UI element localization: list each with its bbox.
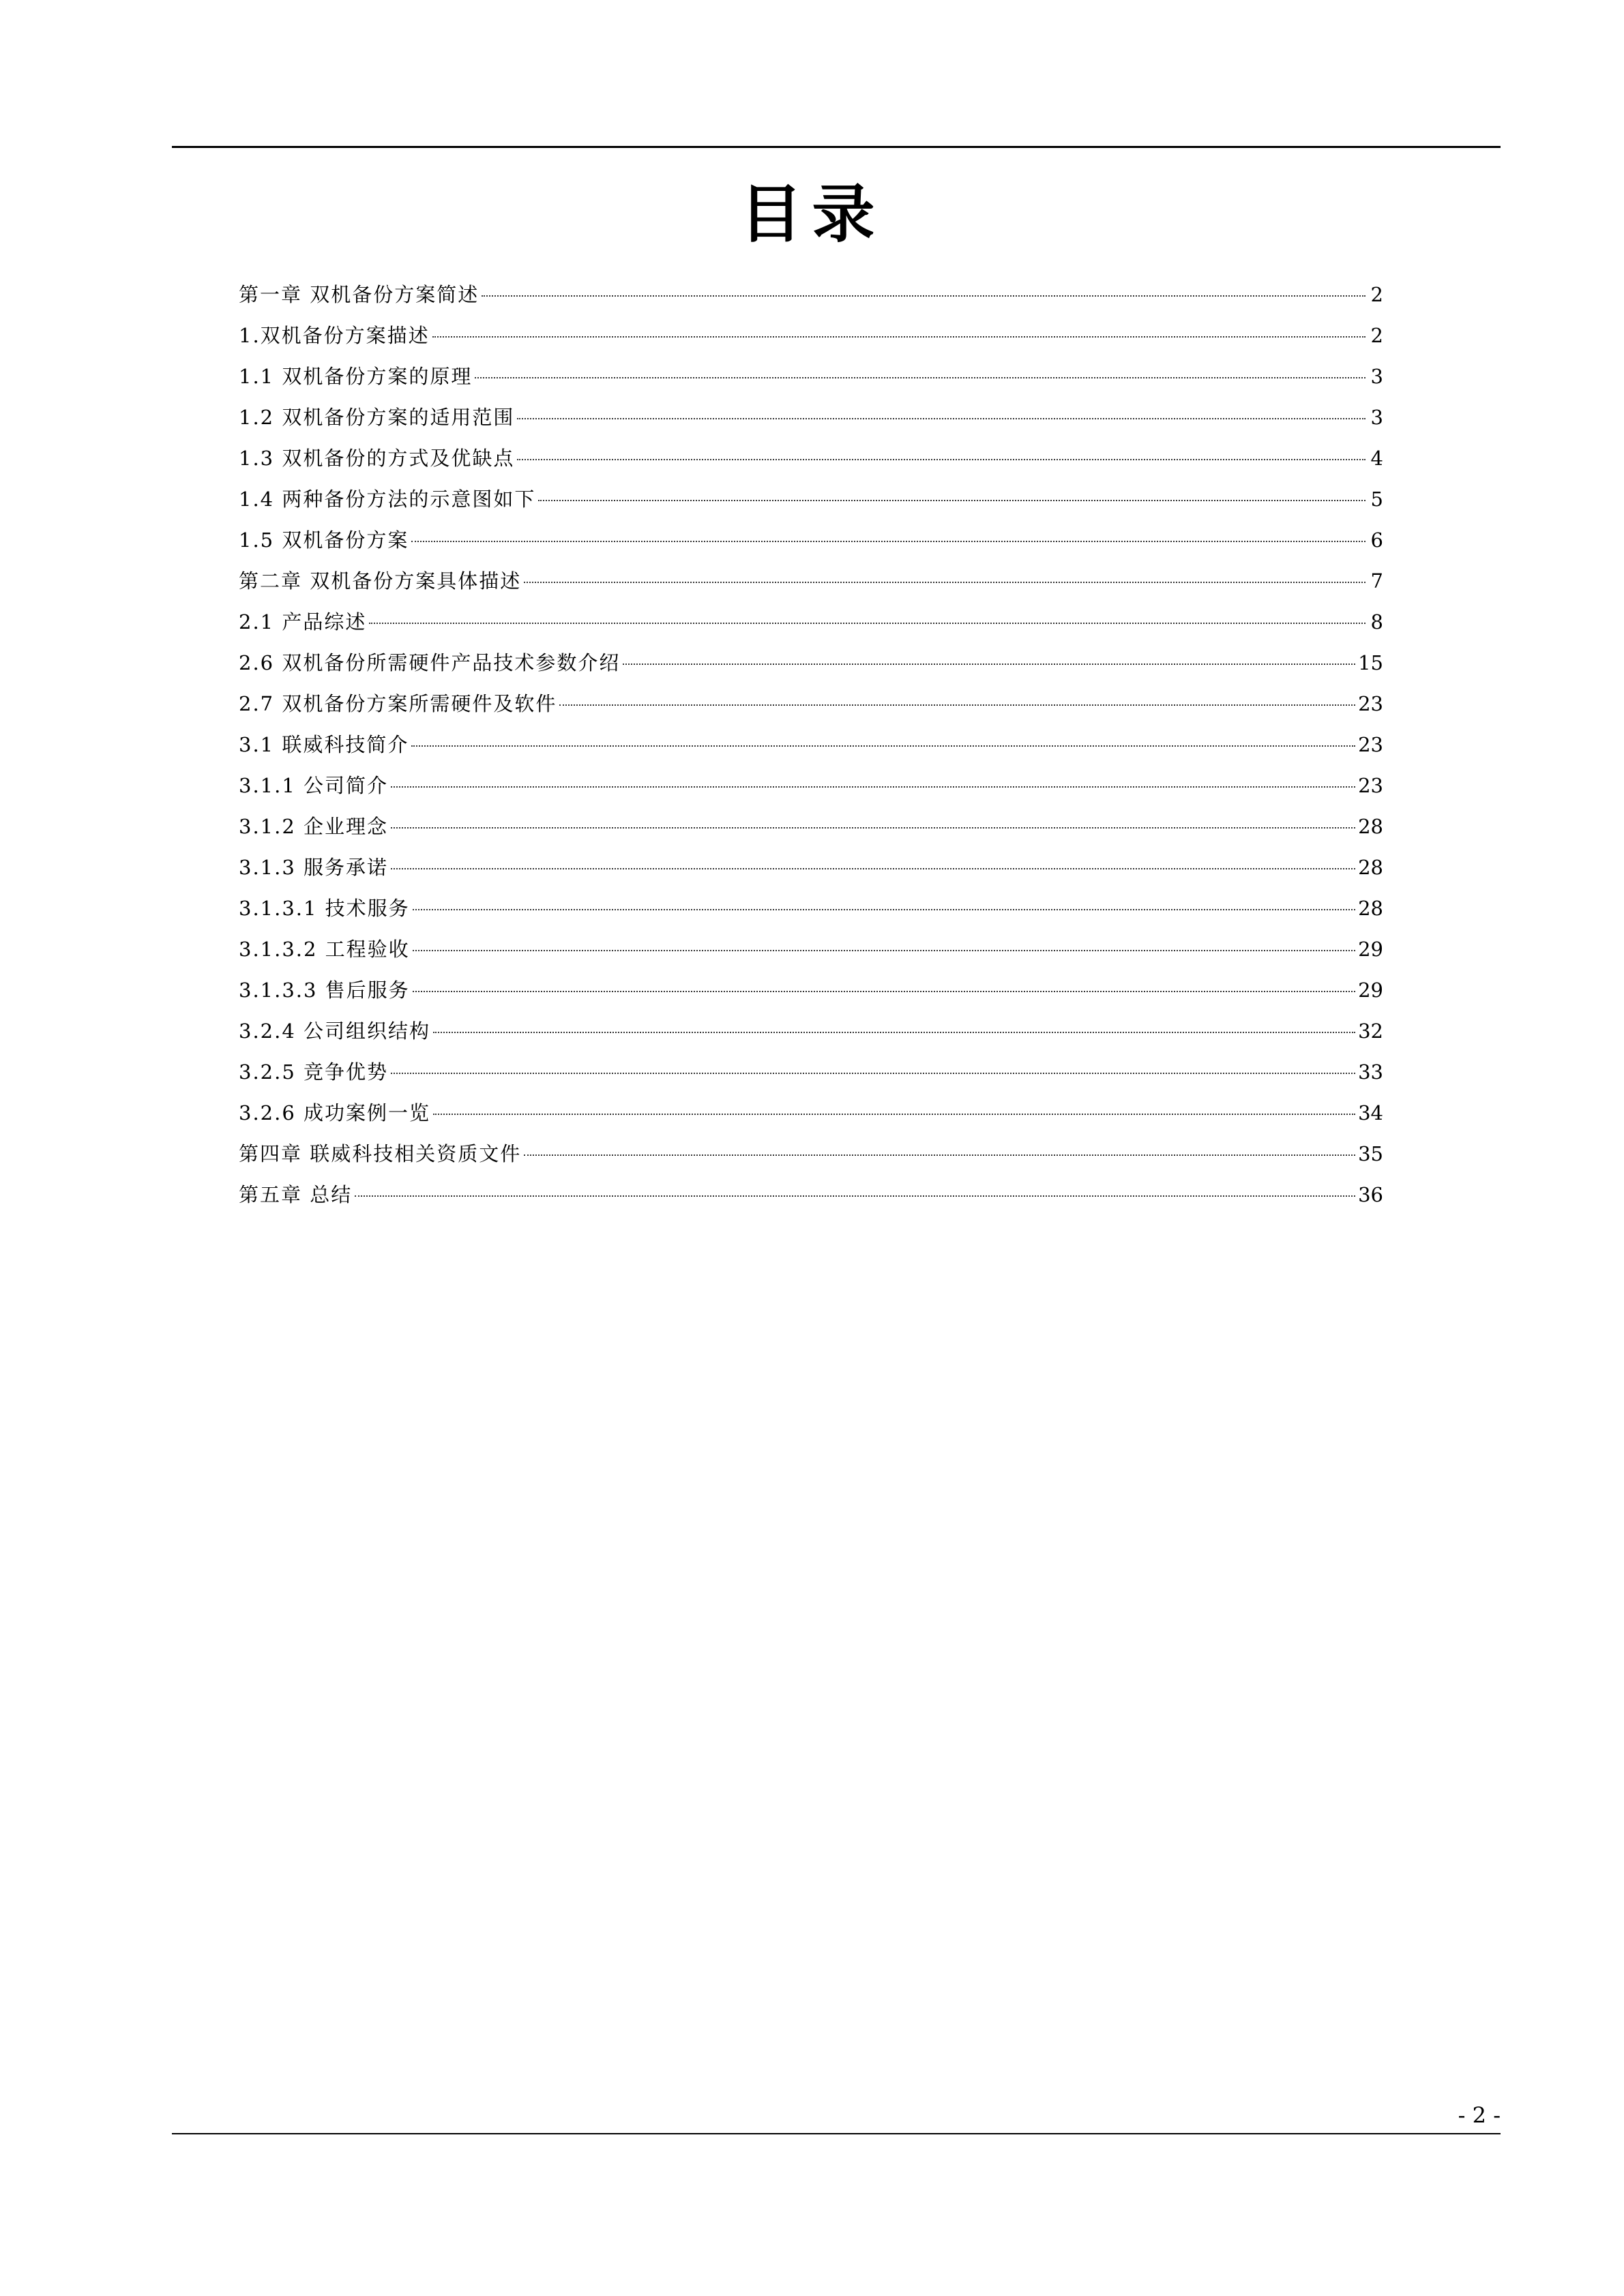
toc-entry-page: 6 <box>1370 528 1383 552</box>
toc-dot-leader <box>482 295 1365 297</box>
toc-entry[interactable] <box>239 445 1383 472</box>
toc-entry[interactable] <box>239 567 1383 595</box>
toc-entry-label: 1.2 双机备份方案的适用范围 <box>239 406 515 429</box>
toc-entry[interactable] <box>239 1181 1383 1208</box>
toc-entry-page: 15 <box>1358 651 1383 674</box>
toc-entry-label: 第五章 总结 <box>239 1183 353 1206</box>
toc-entry[interactable] <box>239 526 1383 554</box>
toc-entry[interactable] <box>239 1099 1383 1127</box>
toc-entry-label: 1.4 两种备份方法的示意图如下 <box>239 488 536 511</box>
toc-entry-label: 1.5 双机备份方案 <box>239 528 409 552</box>
toc-dot-leader <box>433 1114 1355 1115</box>
toc-dot-leader <box>391 786 1355 788</box>
toc-entry-page: 2 <box>1370 324 1383 347</box>
toc-entry[interactable] <box>239 936 1383 963</box>
toc-entry-label: 3.2.5 竞争优势 <box>239 1060 389 1084</box>
toc-entry-label: 第二章 双机备份方案具体描述 <box>239 569 522 593</box>
toc-dot-leader <box>391 827 1355 829</box>
toc-entry[interactable] <box>239 608 1383 636</box>
toc-entry-page: 35 <box>1358 1142 1383 1165</box>
toc-dot-leader <box>432 336 1365 338</box>
toc-entry-label: 3.1.3.3 售后服务 <box>239 979 410 1002</box>
toc-entry-page: 34 <box>1358 1101 1383 1124</box>
toc-dot-leader <box>517 418 1365 419</box>
toc-dot-leader <box>369 623 1365 624</box>
toc-entry-page: 3 <box>1370 406 1383 429</box>
toc-entry-page: 8 <box>1370 610 1383 633</box>
toc-dot-leader <box>475 377 1365 378</box>
toc-entry-label: 3.1.2 企业理念 <box>239 815 389 838</box>
footer-rule <box>172 2133 1501 2134</box>
toc-entry-label: 3.1.3.2 工程验收 <box>239 938 410 961</box>
toc-entry-label: 2.7 双机备份方案所需硬件及软件 <box>239 692 557 715</box>
toc-dot-leader <box>524 582 1365 583</box>
toc-entry-page: 3 <box>1370 365 1383 388</box>
toc-entry-label: 3.1.1 公司简介 <box>239 774 389 797</box>
toc-entry[interactable] <box>239 895 1383 922</box>
toc-dot-leader <box>391 868 1355 869</box>
toc-entry-label: 3.1.3.1 技术服务 <box>239 897 410 920</box>
toc-entry[interactable] <box>239 854 1383 881</box>
toc-entry-label: 3.2.4 公司组织结构 <box>239 1019 431 1043</box>
toc-entry-page: 2 <box>1370 283 1383 306</box>
toc-entry-page: 23 <box>1358 733 1383 756</box>
toc-entry-page: 28 <box>1358 815 1383 838</box>
toc-entry[interactable] <box>239 976 1383 1004</box>
toc-entry-page: 7 <box>1370 569 1383 593</box>
toc-entry-page: 32 <box>1358 1019 1383 1043</box>
toc-entry[interactable] <box>239 1140 1383 1167</box>
toc-entry[interactable] <box>239 731 1383 758</box>
toc-entry[interactable] <box>239 649 1383 676</box>
toc-entry-label: 2.1 产品综述 <box>239 610 367 633</box>
toc-entry[interactable] <box>239 1058 1383 1086</box>
toc-dot-leader <box>433 1032 1355 1033</box>
header-rule <box>172 146 1501 148</box>
toc-entry-label: 3.2.6 成功案例一览 <box>239 1101 431 1124</box>
toc-entry-page: 4 <box>1370 447 1383 470</box>
page-title: 目录 <box>739 178 885 251</box>
toc-entry[interactable] <box>239 813 1383 840</box>
page-number: - 2 - <box>1458 2102 1501 2128</box>
toc-entry-label: 3.1 联威科技简介 <box>239 733 409 756</box>
toc-dot-leader <box>413 909 1355 910</box>
toc-entry-page: 23 <box>1358 774 1383 797</box>
toc-entry-page: 33 <box>1358 1060 1383 1084</box>
toc-dot-leader <box>623 664 1355 665</box>
toc-entry-label: 2.6 双机备份所需硬件产品技术参数介绍 <box>239 651 621 674</box>
toc-entry[interactable] <box>239 363 1383 390</box>
toc-entry[interactable] <box>239 281 1383 308</box>
toc-entry-page: 5 <box>1370 488 1383 511</box>
toc-entry-page: 29 <box>1358 938 1383 961</box>
toc-entry-page: 28 <box>1358 856 1383 879</box>
toc-entry-page: 23 <box>1358 692 1383 715</box>
toc-dot-leader <box>517 459 1365 460</box>
toc-dot-leader <box>538 500 1365 501</box>
toc-entry-label: 第四章 联威科技相关资质文件 <box>239 1142 522 1165</box>
toc-entry-page: 29 <box>1358 979 1383 1002</box>
toc-dot-leader <box>413 991 1355 992</box>
toc-dot-leader <box>559 704 1355 706</box>
toc-entry-page: 36 <box>1358 1183 1383 1206</box>
toc-entry-label: 第一章 双机备份方案简述 <box>239 283 479 306</box>
toc-entry-label: 1.1 双机备份方案的原理 <box>239 365 473 388</box>
toc-entry-label: 1.3 双机备份的方式及优缺点 <box>239 447 515 470</box>
toc-dot-leader <box>413 950 1355 951</box>
toc-entry-label: 1.双机备份方案描述 <box>239 324 430 347</box>
toc-dot-leader <box>355 1195 1355 1197</box>
toc-entry[interactable] <box>239 486 1383 513</box>
toc-entry[interactable] <box>239 404 1383 431</box>
toc-entry-page: 28 <box>1358 897 1383 920</box>
toc-entry[interactable] <box>239 1017 1383 1045</box>
toc-entry-label: 3.1.3 服务承诺 <box>239 856 389 879</box>
toc-entry[interactable] <box>239 772 1383 799</box>
toc-dot-leader <box>391 1073 1355 1074</box>
toc-dot-leader <box>524 1154 1355 1156</box>
toc-entry[interactable] <box>239 690 1383 717</box>
toc-dot-leader <box>411 541 1365 542</box>
toc-dot-leader <box>411 745 1355 747</box>
toc-entry[interactable] <box>239 322 1383 349</box>
